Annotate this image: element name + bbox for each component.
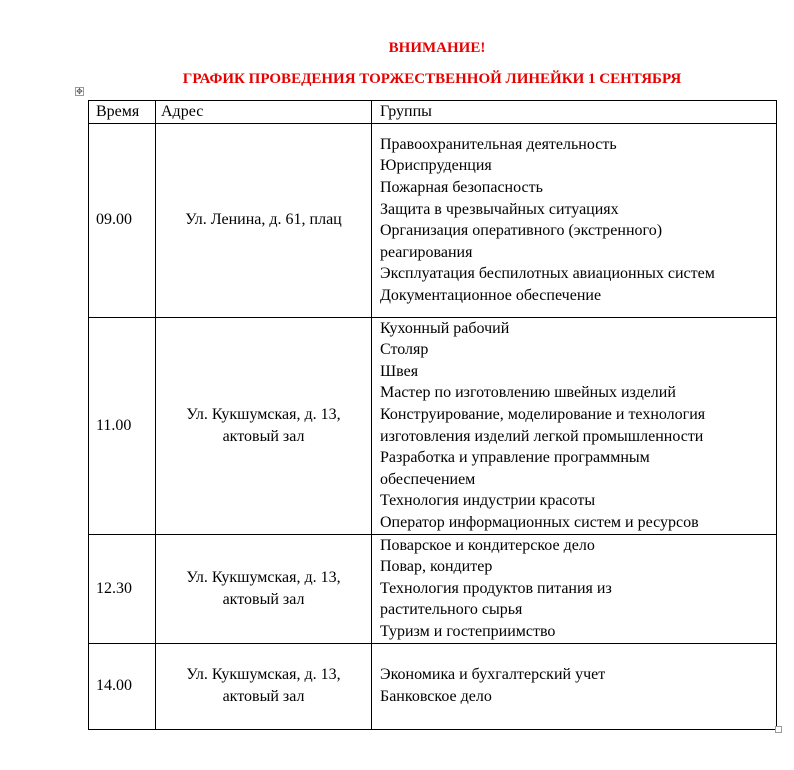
group-item: Кухонный рабочий — [380, 319, 510, 337]
schedule-table — [88, 100, 777, 730]
table-row — [89, 123, 777, 317]
row-time: 14.00 — [89, 643, 156, 729]
group-item: Пожарная безопасность — [380, 178, 543, 196]
row-groups — [372, 643, 777, 729]
row-address: Ул. Ленина, д. 61, плац — [156, 123, 372, 317]
row-time: 12.30 — [89, 534, 156, 643]
group-item: Поварское и кондитерское дело — [380, 536, 595, 554]
table-row — [89, 534, 777, 643]
row-address: Ул. Кукшумская, д. 13, актовый зал — [156, 534, 372, 643]
row-time: 09.00 — [89, 123, 156, 317]
row-address: Ул. Кукшумская, д. 13, актовый зал — [156, 643, 372, 729]
group-item: Мастер по изготовлению швейных изделий — [380, 384, 676, 402]
table-resize-handle[interactable] — [775, 726, 782, 733]
row-groups — [372, 534, 777, 643]
group-item: Эксплуатация беспилотных авиационных систем — [380, 265, 715, 283]
group-item: Документационное обеспечение — [380, 286, 602, 304]
row-groups — [372, 123, 777, 317]
group-item: Конструирование, моделирование и технология изготовления изделий легкой промышленности — [380, 405, 706, 445]
group-item: Технология продуктов питания из растительного сырья — [380, 579, 612, 619]
row-groups — [372, 317, 777, 534]
group-item: Экономика и бухгалтерский учет — [380, 666, 606, 684]
notice-title: ВНИМАНИЕ! — [388, 40, 486, 56]
group-item: Повар, кондитер — [380, 558, 493, 576]
header-time: Время — [89, 101, 156, 124]
table-row — [89, 643, 777, 729]
group-item: Правоохранительная деятельность — [380, 135, 617, 153]
row-time: 11.00 — [89, 317, 156, 534]
table-row — [89, 317, 777, 534]
row-address: Ул. Кукшумская, д. 13, актовый зал — [156, 317, 372, 534]
table-header-row — [89, 101, 777, 124]
group-item: Столяр — [380, 341, 429, 359]
group-item: Организация оперативного (экстренного) реагирования — [380, 222, 663, 261]
schedule-title: ГРАФИК ПРОВЕДЕНИЯ ТОРЖЕСТВЕННОЙ ЛИНЕЙКИ 1 СЕНТЯБРЯ — [182, 71, 682, 87]
group-item: Защита в чрезвычайных ситуациях — [380, 200, 619, 218]
group-item: Разработка и управление программным обеспечением — [380, 449, 650, 488]
group-item: Оператор информационных систем и ресурсов — [380, 513, 699, 531]
group-item: Туризм и гостеприимство — [380, 622, 556, 640]
group-item: Юриспруденция — [380, 157, 492, 175]
group-item: Швея — [380, 362, 419, 380]
group-item: Технология индустрии красоты — [380, 492, 596, 510]
group-item: Банковское дело — [380, 688, 492, 705]
table-move-handle-icon[interactable]: ✥ — [76, 87, 83, 96]
header-address: Адрес — [156, 101, 372, 124]
header-groups: Группы — [372, 101, 777, 124]
